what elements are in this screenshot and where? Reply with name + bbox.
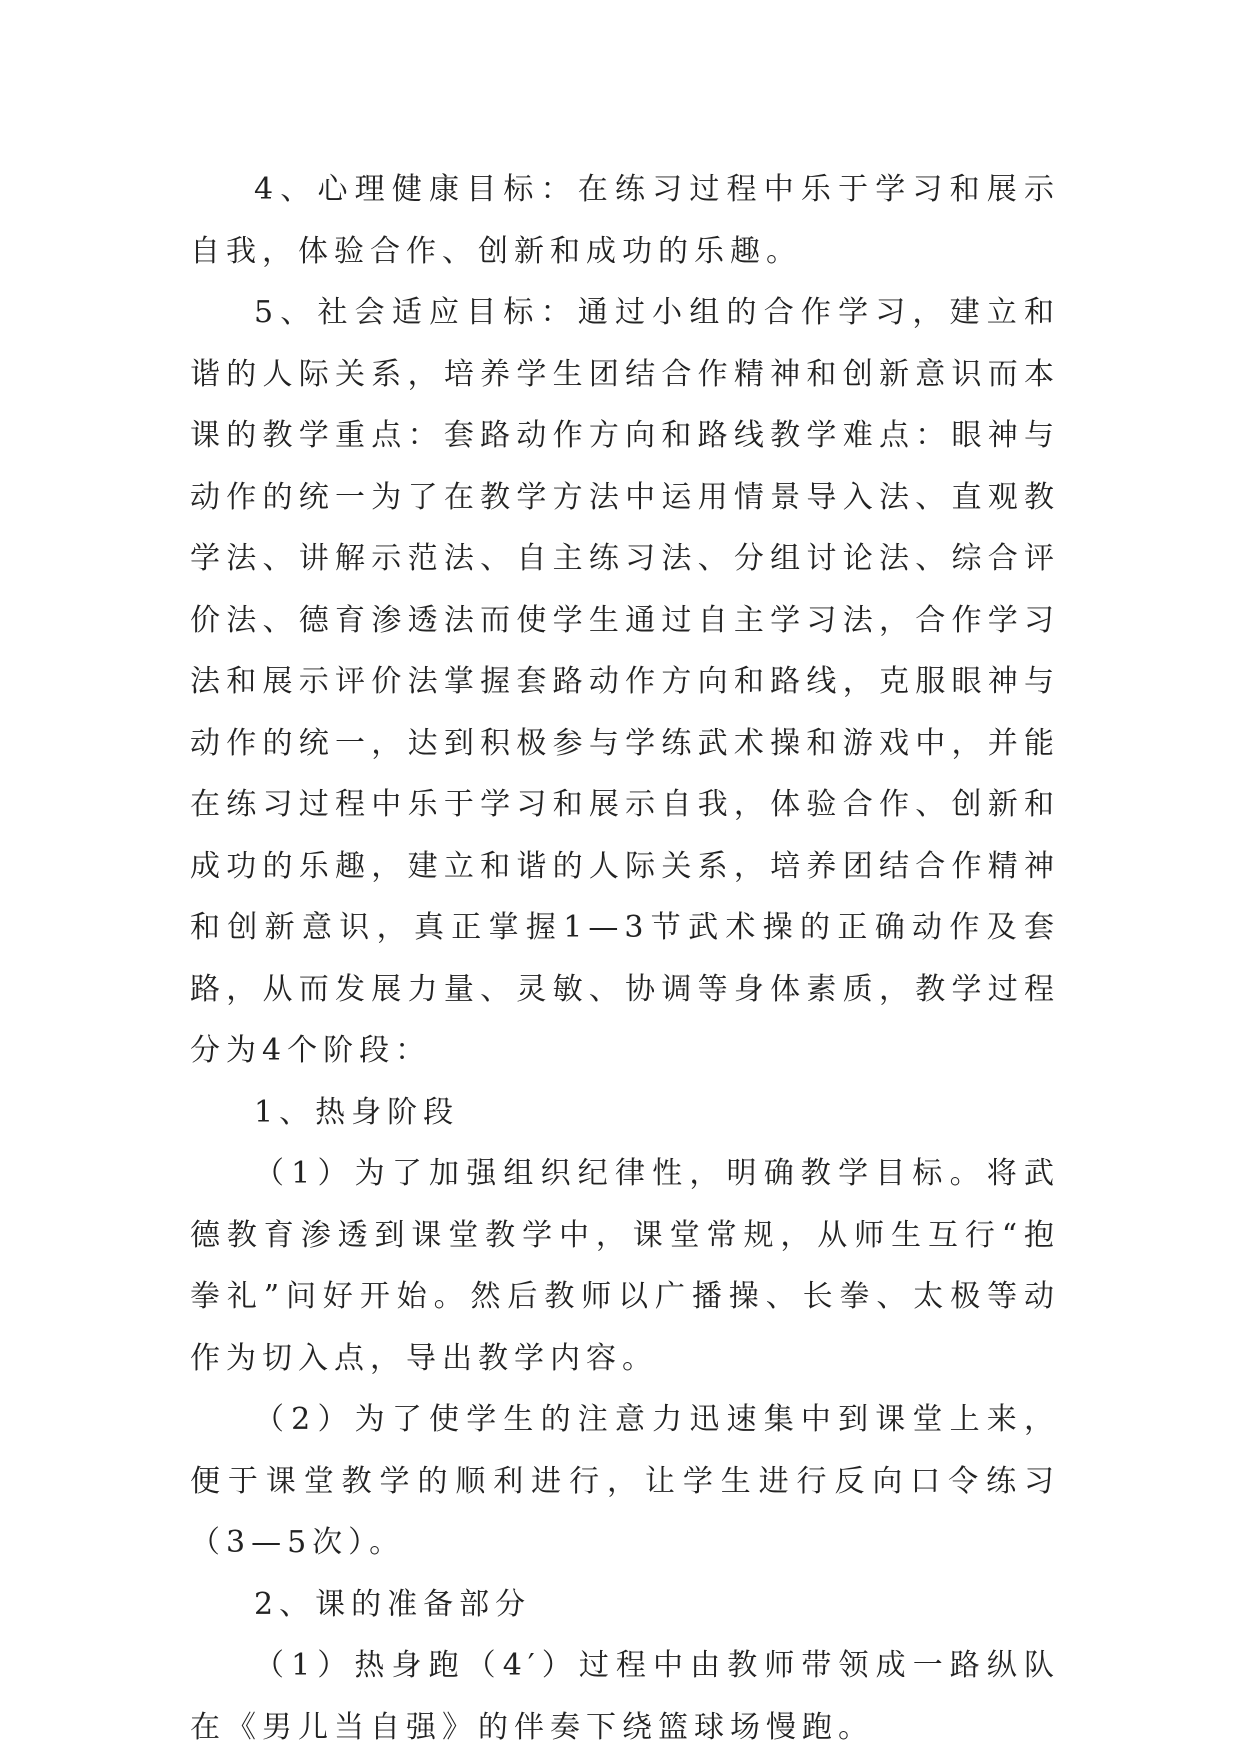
paragraph-social-goal: 5、社会适应目标：通过小组的合作学习，建立和谐的人际关系，培养学生团结合作精神和创新意识而本课的教学重点：套路动作方向和路线教学难点：眼神与动作的统一为了在教学方法中运用情景导入法、直观教学法、讲解示范法、自主练习法、分组讨论法、综合评价法、德育渗透法而使学生通过自主学习法，合作学习法和展示评价法掌握套路动作方向和路线，克服眼神与动作的统一，达到积极参与学练武术操和游戏中，并能在练习过程中乐于学习和展示自我，体验合作、创新和成功的乐趣，建立和谐的人际关系，培养团结合作精神和创新意识，真正掌握1—3节武术操的正确动作及套路，从而发展力量、灵敏、协调等身体素质，教学过程分为4个阶段： [190,295,1060,1068]
heading-preparation-part: 2、课的准备部分 [254,1586,532,1622]
paragraph-warmup-1: （1）为了加强组织纪律性，明确教学目标。将武德教育渗透到课堂教学中，课堂常规，从师生互行“抱拳礼”问好开始。然后教师以广播操、长拳、太极等动作为切入点，导出教学内容。 [190,1156,1060,1376]
paragraph-warmup-2: （2）为了使学生的注意力迅速集中到课堂上来，便于课堂教学的顺利进行，让学生进行反向口令练习（3—5次）。 [190,1402,1060,1560]
heading-warmup-stage: 1、热身阶段 [254,1094,460,1130]
document-body [190,159,1060,1758]
paragraph-psychological-goal: 4、心理健康目标：在练习过程中乐于学习和展示自我，体验合作、创新和成功的乐趣。 [190,172,1060,269]
paragraph-preparation-1: （1）热身跑（4′）过程中由教师带领成一路纵队在《男儿当自强》的伴奏下绕篮球场慢跑。 [190,1648,1060,1745]
